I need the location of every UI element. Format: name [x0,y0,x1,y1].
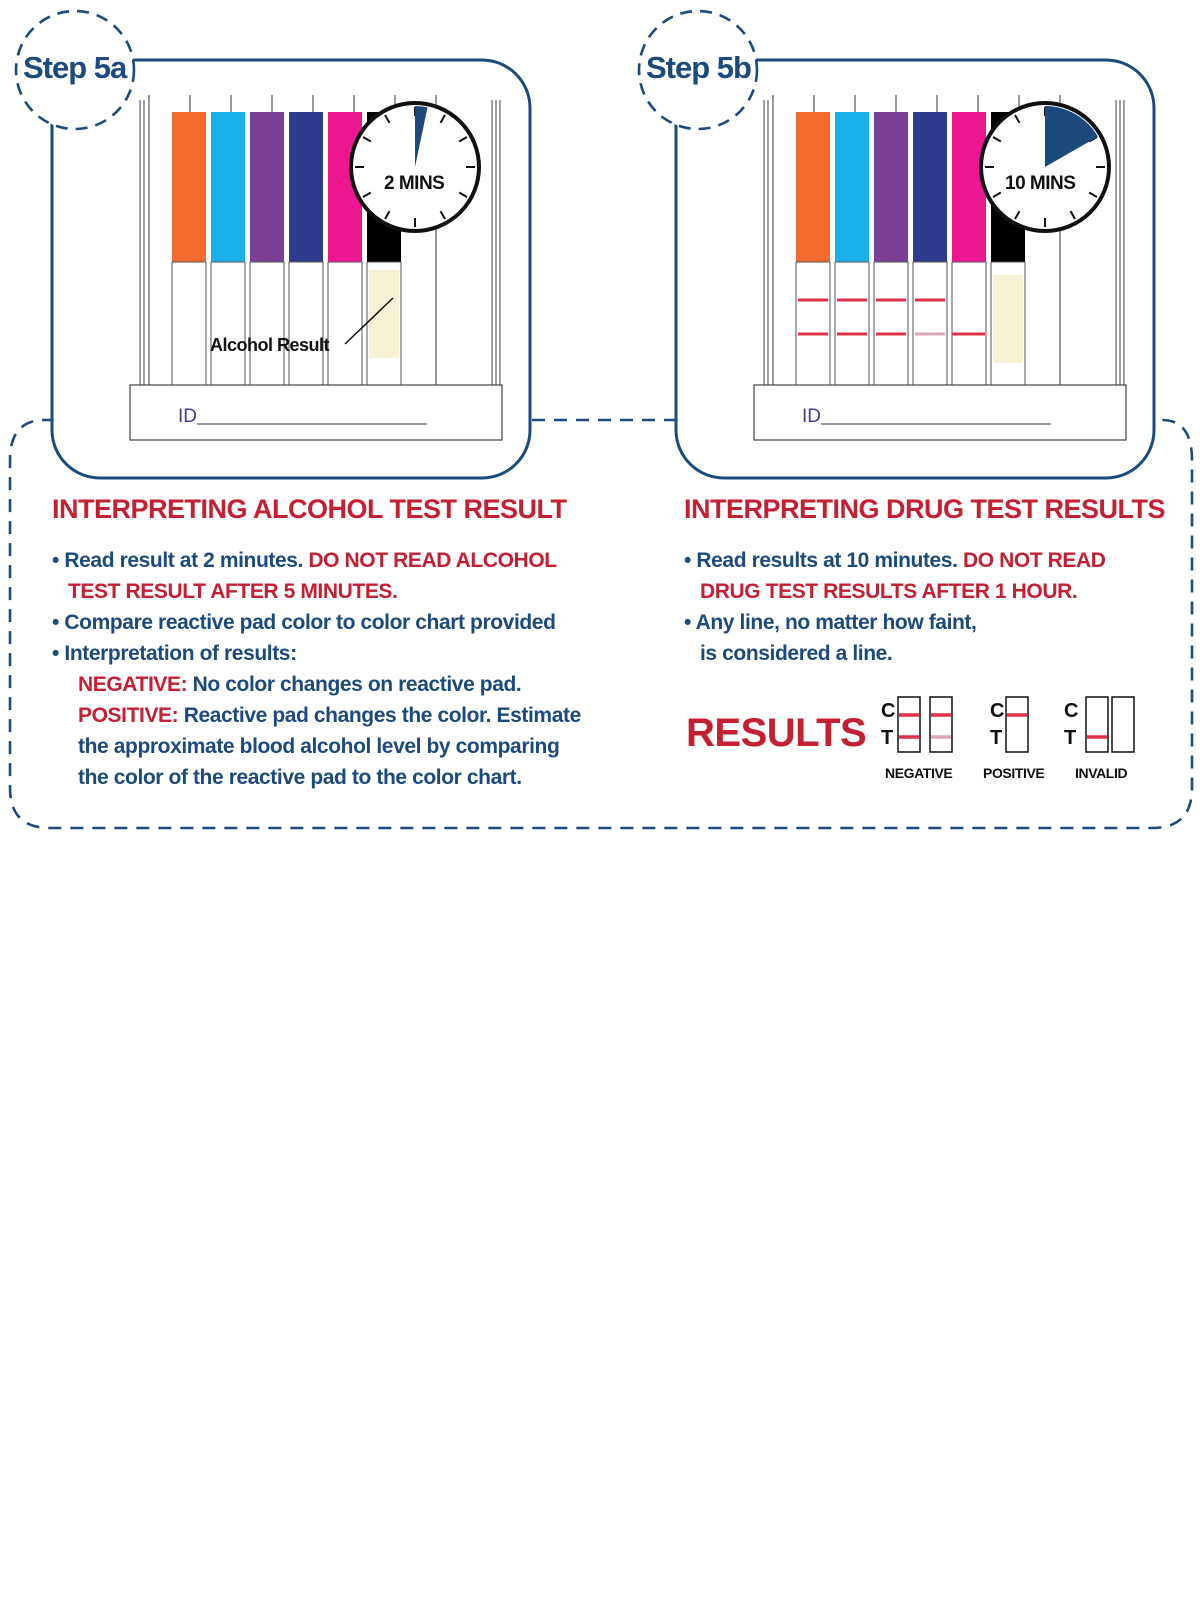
drug-bullet-2: • Any line, no matter how faint, [684,611,977,634]
strip-window [835,262,869,385]
timer-label-2-mins: 2 MINS [384,173,445,194]
legend-strip [898,697,920,752]
id-label-b: ID [802,406,821,427]
strip-window [289,262,323,385]
ct-label-neg-t: T [881,727,894,749]
legend-strip [1086,697,1108,752]
color-pad [289,112,323,262]
alcohol-bullet-3: • Interpretation of results: [52,642,297,665]
color-pad [913,112,947,262]
ct-label-pos-c: C [990,700,1005,722]
legend-positive: POSITIVE [983,765,1045,781]
timer-label-10-mins: 10 MINS [1005,173,1076,194]
strip-window [796,262,830,385]
alcohol-bullet-1: • Read result at 2 minutes. DO NOT READ ALCOHOL [52,549,557,572]
timer-icon [981,103,1109,231]
alcohol-bullet-2-text: Compare reactive pad color to color chart provided [64,611,556,634]
id-label-a: ID [178,406,197,427]
color-pad [211,112,245,262]
strip-window [913,262,947,385]
drug-warning-1: DO NOT READ [962,549,1106,572]
ct-label-inv-t: T [1064,727,1077,749]
drug-bullet-2-line-2: is considered a line. [700,642,893,665]
legend-strip [930,697,952,752]
color-pad [835,112,869,262]
color-pad [172,112,206,262]
strip-window [172,262,206,385]
badge-step-5b: Step 5b [646,50,751,85]
alcohol-negative-line [78,669,521,700]
alcohol-result-callout: Alcohol Result [210,335,330,355]
strip-window [211,262,245,385]
badge-step-5a: Step 5a [23,50,127,85]
legend-negative: NEGATIVE [885,765,953,781]
drug-bullet-2-text: Any line, no matter how faint, [695,611,977,634]
color-pad [874,112,908,262]
reactive-pad [369,270,399,358]
alcohol-heading: INTERPRETING ALCOHOL TEST RESULT [52,494,567,524]
drug-bullet-1: • Read results at 10 minutes. DO NOT READ [684,549,1106,572]
drug-heading: INTERPRETING DRUG TEST RESULTS [684,494,1166,524]
reactive-pad [993,275,1023,363]
positive-text: Reactive pad changes the color. Estimate [178,704,581,727]
alcohol-positive-line [78,700,581,731]
strip-window [328,262,362,385]
negative-label: NEGATIVE: [78,673,188,696]
alcohol-bullet-3-text: Interpretation of results: [64,642,297,665]
alcohol-bullet-2: • Compare reactive pad color to color chart provided [52,611,556,634]
timer-icon [351,103,479,231]
alcohol-positive-line-3: the color of the reactive pad to the color chart. [78,766,522,789]
negative-text: No color changes on reactive pad. [187,673,522,696]
results-title: RESULTS [686,711,867,755]
strip-window [250,262,284,385]
ct-label-neg-c: C [881,700,896,722]
legend-strip [1006,697,1028,752]
alcohol-warning-2: TEST RESULT AFTER 5 MINUTES. [68,580,398,603]
alcohol-warning-1: DO NOT READ ALCOHOL [308,549,557,572]
alcohol-bullet-1-lead: Read result at 2 minutes. [64,549,309,572]
color-pad [796,112,830,262]
test-strip-icon [898,697,1134,752]
color-pad [952,112,986,262]
drug-bullet-1-lead: Read results at 10 minutes. [696,549,963,572]
color-pad [250,112,284,262]
strip-window [952,262,986,385]
alcohol-positive-line-2: the approximate blood alcohol level by comparing [78,735,560,758]
ct-label-pos-t: T [990,727,1003,749]
strip-window [874,262,908,385]
legend-strip [1112,697,1134,752]
legend-invalid: INVALID [1075,765,1128,781]
ct-label-inv-c: C [1064,700,1079,722]
drug-warning-2: DRUG TEST RESULTS AFTER 1 HOUR. [700,580,1078,603]
positive-label: POSITIVE: [78,704,179,727]
